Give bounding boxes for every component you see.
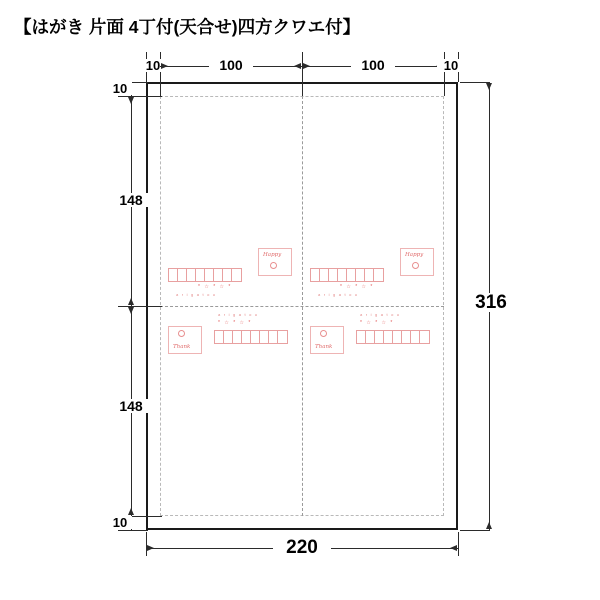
art-script-label-2: Thank bbox=[315, 344, 333, 350]
card-artwork-top-right bbox=[304, 200, 446, 305]
art-script-label-2: Thank bbox=[173, 344, 191, 350]
page-title: 【はがき 片面 4丁付(天合せ)四方クワエ付】 bbox=[14, 17, 361, 37]
ext-tick bbox=[118, 306, 162, 307]
art-script-label: Happy bbox=[405, 252, 424, 258]
art-dots: * ☆ * ☆ * bbox=[198, 284, 232, 290]
arrow-head bbox=[450, 545, 457, 551]
arrow-head bbox=[486, 83, 492, 90]
dim-label-left-top-margin: 10 bbox=[108, 82, 132, 95]
arrow-head bbox=[147, 545, 154, 551]
arrow-head bbox=[486, 522, 492, 529]
arrow-head bbox=[128, 508, 134, 515]
ext-tick bbox=[302, 52, 303, 96]
art-tiny-text: a r i g a t o u bbox=[218, 312, 259, 317]
dim-label-left-bottom-margin: 10 bbox=[108, 516, 132, 529]
art-strip bbox=[168, 268, 242, 282]
art-tiny-text: a r i g a t o u bbox=[176, 292, 217, 297]
art-circle bbox=[412, 262, 419, 269]
arrow-head bbox=[303, 63, 310, 69]
dim-label-left-row-2: 148 bbox=[103, 399, 159, 413]
dim-label-top-col-2: 100 bbox=[351, 58, 395, 72]
art-circle bbox=[178, 330, 185, 337]
art-tiny-text: a r i g a t o u bbox=[318, 292, 359, 297]
art-strip bbox=[214, 330, 288, 344]
art-strip bbox=[310, 268, 384, 282]
dim-label-total-width: 220 bbox=[273, 538, 331, 557]
card-artwork-bottom-left bbox=[162, 308, 304, 413]
dim-label-left-row-1: 148 bbox=[103, 193, 159, 207]
dim-label-top-col-1: 100 bbox=[209, 58, 253, 72]
arrow-head bbox=[128, 97, 134, 104]
art-tiny-text: a r i g a t o u bbox=[360, 312, 401, 317]
arrow-head bbox=[294, 63, 301, 69]
art-dots: * ☆ * ☆ * bbox=[340, 284, 374, 290]
ext-tick bbox=[118, 530, 148, 531]
art-dots: * ☆ * ☆ * bbox=[218, 320, 252, 326]
art-circle bbox=[320, 330, 327, 337]
card-artwork-bottom-right bbox=[304, 308, 446, 413]
arrow-head bbox=[128, 298, 134, 305]
dim-label-total-height: 316 bbox=[462, 293, 520, 312]
art-strip bbox=[356, 330, 430, 344]
dim-label-top-margin-left: 10 bbox=[139, 59, 167, 72]
arrow-head bbox=[161, 63, 168, 69]
art-dots: * ☆ * ☆ * bbox=[360, 320, 394, 326]
ext-tick bbox=[118, 96, 162, 97]
dim-label-top-margin-right: 10 bbox=[437, 59, 465, 72]
card-artwork-top-left bbox=[162, 200, 304, 305]
ext-tick bbox=[458, 532, 459, 556]
arrow-head bbox=[128, 307, 134, 314]
center-guide-horizontal bbox=[160, 306, 444, 307]
ext-tick bbox=[460, 530, 490, 531]
art-circle bbox=[270, 262, 277, 269]
art-script-label: Happy bbox=[263, 252, 282, 258]
